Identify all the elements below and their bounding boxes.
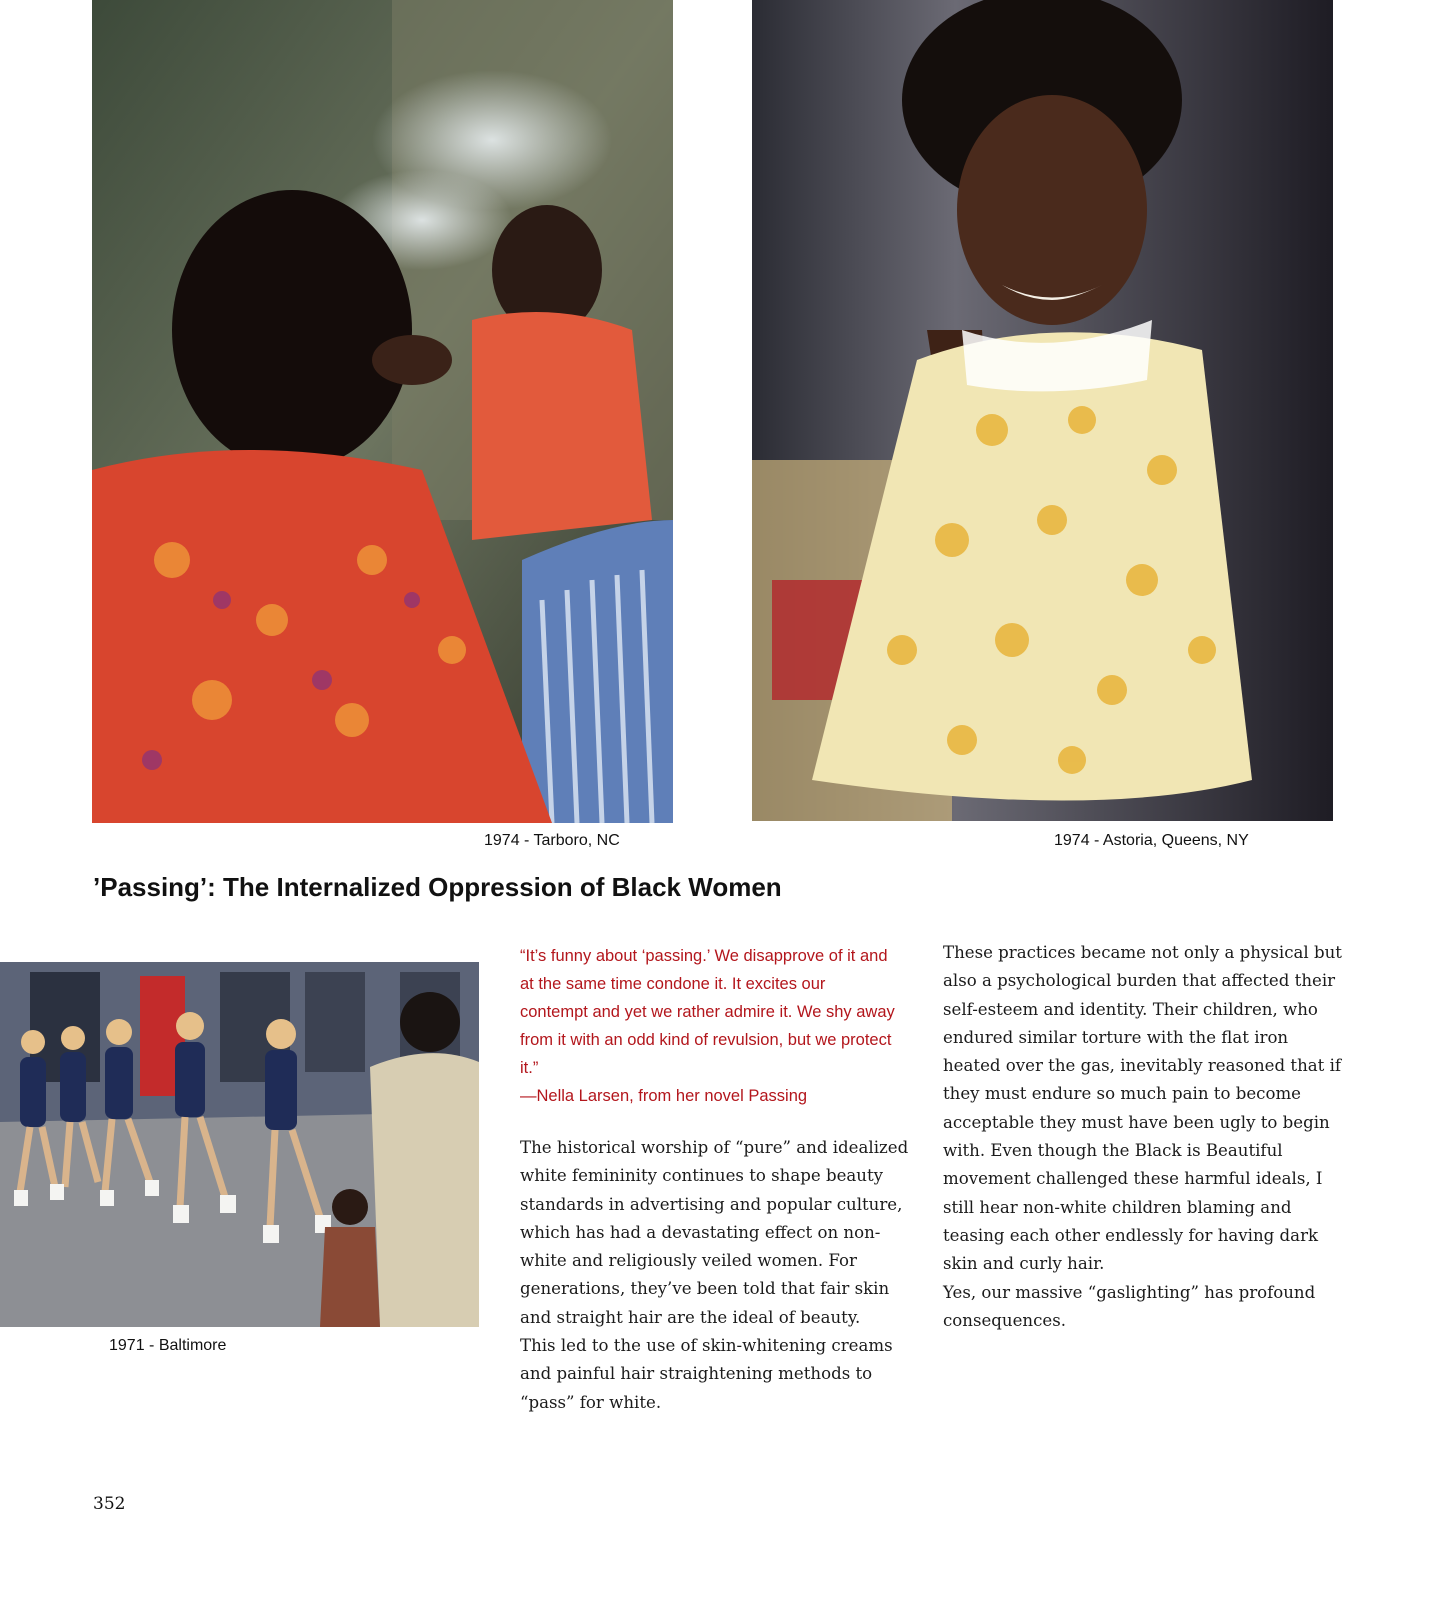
photo-astoria bbox=[752, 0, 1333, 821]
caption-astoria: 1974 - Astoria, Queens, NY bbox=[1054, 832, 1249, 849]
body-column-1 bbox=[520, 1134, 915, 1417]
paragraph: These practices became not only a physical but also a psychological burden that affected their self-esteem and identity. Their children, who endured similar torture with the flat iron heated over the gas, inevitably reasoned that if they must endure so much pain to become acceptable they must have been ugly to begin with. Even though the Black is Beautiful movement challenged these harmful ideals, I still hear non-white children blaming and teasing each other endlessly for having dark skin and curly hair. bbox=[943, 943, 1342, 1274]
quote-attribution: —Nella Larsen, from her novel Passing bbox=[520, 1087, 808, 1105]
photo-baltimore bbox=[0, 962, 479, 1327]
body-column-2 bbox=[943, 939, 1343, 1335]
quote-text: “It’s funny about ‘passing.’ We disapprove of it and at the same time condone it. It excites our contempt and yet we rather admire it. We shy away from it with an odd kind of revulsion, but we protect it.” bbox=[520, 947, 895, 1077]
photo-tarboro bbox=[92, 0, 673, 823]
caption-baltimore: 1971 - Baltimore bbox=[109, 1337, 227, 1354]
paragraph: This led to the use of skin-whitening creams and painful hair straightening methods to “pass” for white. bbox=[520, 1336, 893, 1412]
page-number: 352 bbox=[93, 1494, 126, 1514]
paragraph: Yes, our massive “gaslighting” has profound consequences. bbox=[943, 1282, 1316, 1330]
pull-quote bbox=[520, 942, 895, 1110]
paragraph: The historical worship of “pure” and idealized white femininity continues to shape beauty standards in advertising and popular culture, which has had a devastating effect on non-white and religiously veiled women. For generations, they’ve been told that fair skin and straight hair are the ideal of beauty. bbox=[520, 1138, 909, 1327]
caption-tarboro: 1974 - Tarboro, NC bbox=[484, 832, 620, 849]
article-title: ’Passing’: The Internalized Oppression of Black Women bbox=[93, 872, 782, 902]
